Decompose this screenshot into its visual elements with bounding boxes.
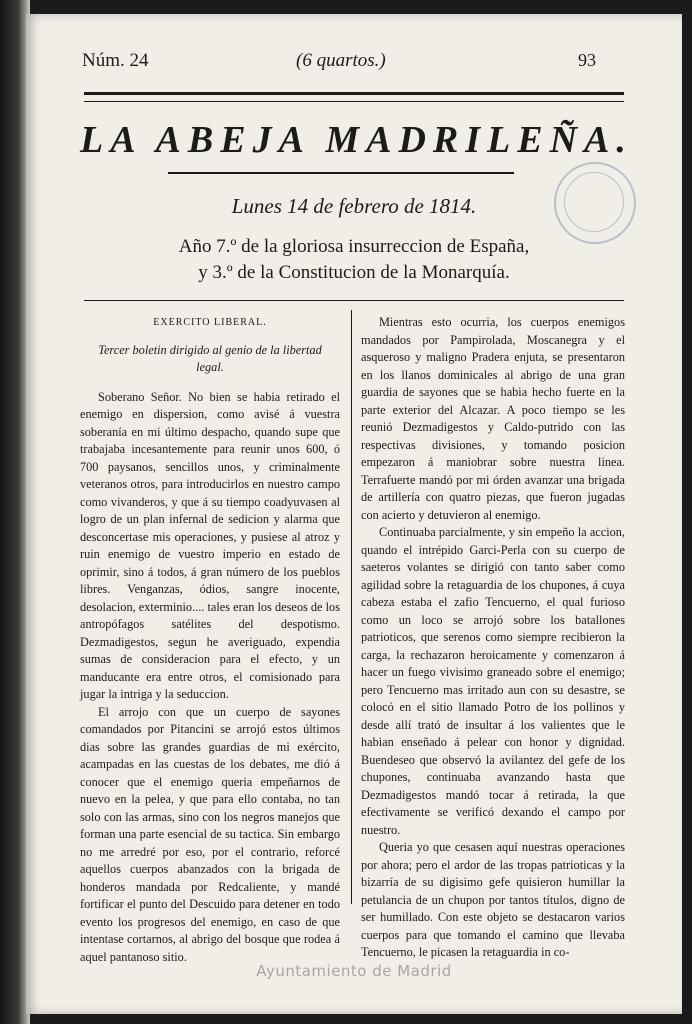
page-number: 93	[578, 50, 596, 70]
masthead-title: LA ABEJA MADRILEÑA.	[80, 119, 633, 161]
paragraph: Soberano Señor. No bien se habia retirado el enemigo en dispersion, como avisé á vuestra soberanía en mi último despacho, quando supe que trabajaba incesantemente para reunir unos 600, ó 700 paysanos, sencillos unos, y criminalmente veteranos otros, para introducirlos en nuestro campo como vivanderos, y que á su tiempo coadyuvasen al logro de un plan infernal de sedicion y alarma que desconcertase mis operaciones, y pusiese al atroz y ruin enemigo de vuestro imperio en estado de oprimir, sino á todos, á gran número de los pueblos libres. Venganzas, ódios, sangre inocente, desolacion, exterminio.... tales eran los deseos de los antropófagos satélites del despotismo. Dezmadigestos, segun he averiguado, expendia sumas de consideracion para el efecto, y un manducante era entre otros, el comisionado para jugar la intriga y la seduccion.	[80, 389, 340, 701]
newspaper-page	[26, 14, 682, 1014]
column-rule-top	[84, 300, 624, 301]
paragraph: Mientras esto ocurria, los cuerpos enemigos mandados por Pampirolada, Moscanegra y el asqueroso y maligno Pradera enjuta, se presentaron en los llanos dominicales al abrigo de una gran guardia de sayones que se habia hecho fuerte en la parte exterior del Alcazar. A poco tiempo se les reunió Dezmadigestos y Caldo-putrido con las respectivas divisiones, y tomando posicion empezaron á maniobrar sobre nuestra linea. Terrafuerte mandó por mi órden avanzar una brigada de artillería con quatro piezas, que fueron jugadas con acierto y detuvieron al enemigo.	[361, 315, 625, 522]
article-heading: EXERCITO LIBERAL.	[153, 317, 267, 328]
issue-price: (6 quartos.)	[296, 50, 386, 71]
masthead-rule-ornament	[168, 172, 514, 174]
column-divider	[351, 310, 352, 904]
paragraph: El arrojo con que un cuerpo de sayones comandados por Pitancini se arrojó estos últimos dias sobre las grandes guardias de mi exército, acampadas en las cuestas de los debates, me dió á conocer que el enemigo queria empeñarnos de nuevo en la pelea, y que para ello contaba, no tan solo con las armas, sino con los negros manejos que forman una parte esencial de su tactica. Sin embargo no me arredré por eso, por el contrario, reforcé aquellos cuerpos abanzados con la brigada de honderos mandada por Redcaliente, y mandé fortificar el punto del Descuido para detener en todo evento los progresos del enemigo, en caso de que intentase cortarnos, al abrigo del bosque que rodea á aquel pantanoso sitio.	[80, 704, 340, 964]
archive-watermark: Ayuntamiento de Madrid	[256, 962, 452, 980]
issue-date: Lunes 14 de febrero de 1814.	[231, 194, 477, 218]
left-column	[80, 314, 340, 966]
right-column	[361, 314, 625, 962]
article-subheading: Tercer boletin dirigido al genio de la libertad legal.	[98, 342, 322, 374]
issue-number: Núm. 24	[82, 50, 149, 71]
masthead-rule-top	[84, 92, 624, 102]
year-line-2: y 3.º de la Constitucion de la Monarquía.	[198, 262, 510, 283]
year-line-1: Año 7.º de la gloriosa insurreccion de España,	[178, 236, 530, 257]
paragraph: Continuaba parcialmente, y sin empeño la accion, quando el intrépido Garci-Perla con su cuerpo de saeteros volantes se dirigió con tanto saber como agilidad sobre la retaguardia de los chupones, á cuya cabeza estaba el zafio Tencuerno, el qual furioso como un loco se arrojó sobre los batallones patrioticos, que serenos como siempre recibieron la carga, la rechazaron heroicamente y comenzaron á hacer un fuego vivisimo graneado sobre el enemigo; pero Tencuerno mas irritado aun con su desastre, se colocó en el sitio llamado Potro de los pollinos y desde allí trató de insultar á los valientes que le habian enseñado á pelear con honor y dignidad. Buendeseo que observó la avilantez del gefe de los chupones, continuaba avanzando hasta que Dezmadigestos mandó tocar á retirada, la que efectivamente se verificó dexando el campo por nuestro.	[361, 525, 625, 837]
paragraph: Queria yo que cesasen aquí nuestras operaciones por ahora; pero el ardor de las tropas patrioticas y la bizarría de su digisimo gefe quisieron humillar la petulancia de un chupon por tantos títulos, digno de ser humillado. Con este objeto se destacaron varios cuerpos para que tomando el camino que llevaba Tencuerno, le picasen la retaguardia in co-	[361, 840, 625, 959]
